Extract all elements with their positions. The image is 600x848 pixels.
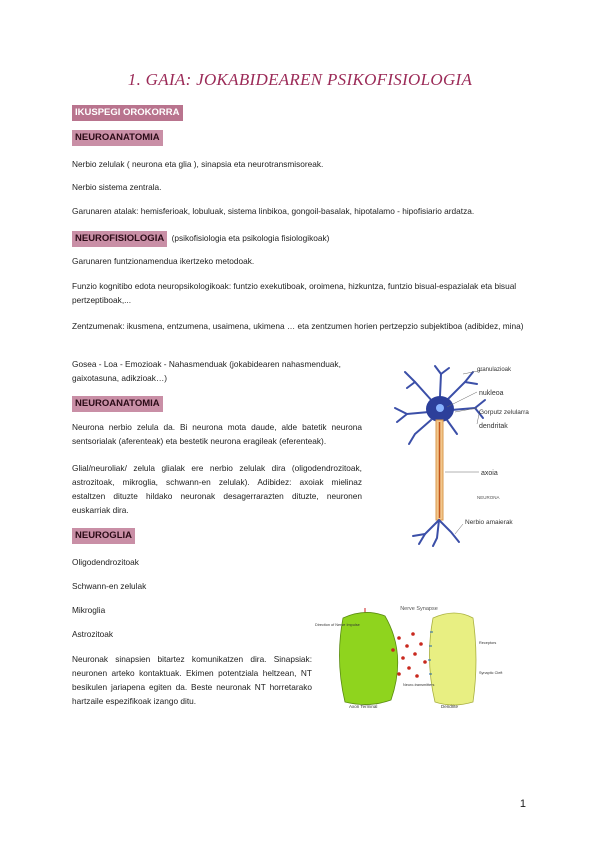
- section-ikuspegi-orokorra: IKUSPEGI OROKORRA: [72, 105, 183, 121]
- label-nukleoa: nukleoa: [479, 390, 504, 397]
- paragraph-gosea-loa: Gosea - Loa - Emozioak - Nahasmenduak (jokabidearen nahasmenduak, gaixotasuna, adikzioak…): [72, 359, 341, 383]
- label-receptors: Receptors: [479, 641, 497, 645]
- paragraph-zentzumenak: Zentzumenak: ikusmena, entzumena, usaimena, ukimena … eta zentzumen horien pertzepzio subjektiboa (adibidez, mina): [72, 321, 524, 331]
- paragraph-ikertzeko-metodoak: Garunaren funtzionamendua ikertzeko metodoak.: [72, 256, 255, 266]
- page-title: 1. GAIA: JOKABIDEAREN PSIKOFISIOLOGIA: [127, 70, 473, 89]
- label-gorputz-zelularra: Gorputz zelularra: [479, 409, 529, 416]
- label-granulazioak: granulazioak: [477, 367, 512, 373]
- paragraph-nerbio-sistema: Nerbio sistema zentrala.: [72, 182, 162, 192]
- dendrite-shape: [429, 613, 476, 705]
- label-axoia: axoia: [481, 470, 498, 477]
- neuroglia-item-oligodendrozitoak: Oligodendrozitoak: [72, 557, 139, 567]
- label-dendrite: Dendrite: [441, 704, 459, 709]
- label-neurotransmitters: Neuro-transmitters: [403, 683, 435, 687]
- section-neurofisiologia: NEUROFISIOLOGIA: [72, 231, 167, 247]
- section-neuroanatomia-2: NEUROANATOMIA: [72, 396, 163, 412]
- section-neurofisiologia-line: [72, 228, 329, 247]
- label-nerbio-amaierak: Nerbio amaierak: [465, 519, 513, 526]
- neuron-figure: [385, 362, 535, 547]
- section-neuroanatomia: NEUROANATOMIA: [72, 130, 163, 146]
- neuroglia-item-astrozitoak: Astrozitoak: [72, 629, 114, 639]
- section-neuroglia: NEUROGLIA: [72, 528, 135, 544]
- paragraph-sinapsiak: Neuronak sinapsien bitartez komunikatzen dira. Sinapsiak: neuronen arteko kontaktuak. Ekimen potentziala heltzean, NT besikulen jariapena egiten da. Beste neuronak NT horretarako hartzaile espezifikoak izango ditu.: [72, 654, 312, 706]
- synapse-figure: [313, 604, 525, 712]
- paragraph-glial: Glial/neuroliak/ zelula glialak ere nerbio zelulak dira (oligodendrozitoak, astrozitoak, mikroglia, schwann-en zelulak). Adibidez: axoiak mielinaz estaltzen dituzte hildako neuronak desagerrarazten dituzte, neuronen euskarriak dira.: [72, 463, 362, 515]
- neuroglia-item-schwann: Schwann-en zelulak: [72, 581, 147, 591]
- paragraph-garunaren-atalak: Garunaren atalak: hemisferioak, lobuluak, sistema linbikoa, gongoil-basalak, hipotalamo - hipofisiario ardatza.: [72, 206, 475, 216]
- label-dendritak: dendritak: [479, 423, 508, 430]
- neuroglia-item-mikroglia: Mikroglia: [72, 605, 106, 615]
- label-neurona: NEURONA: [477, 495, 500, 500]
- label-direction-impulse: Direction of Nerve Impulse: [315, 623, 360, 627]
- neurofisiologia-note: (psikofisiologia eta psikologia fisiologikoak): [171, 233, 330, 243]
- paragraph-funtzio-kognitiboak: Funzio kognitibo edota neuropsikologikoak: funtzio exekutiboak, oroimena, hizkuntza, funtzio bisual-espazialak eta bisual pertzeptiboak,...: [72, 281, 517, 305]
- synapse-title: Nerve Synapse: [400, 606, 438, 612]
- label-axon-terminal: Axon Terminal: [349, 704, 378, 709]
- paragraph-nerbio-zelulak: Nerbio zelulak ( neurona eta glia ), sinapsia eta neurotransmisoreak.: [72, 159, 324, 169]
- label-synaptic-cleft: Synaptic Cleft: [479, 671, 503, 675]
- page-number: 1: [519, 798, 526, 810]
- paragraph-neurona: Neurona nerbio zelula da. Bi neurona mota daude, alde batetik neurona sentsorialak (aferenteak) eta bestetik neurona eragileak (eferenteak).: [72, 422, 362, 446]
